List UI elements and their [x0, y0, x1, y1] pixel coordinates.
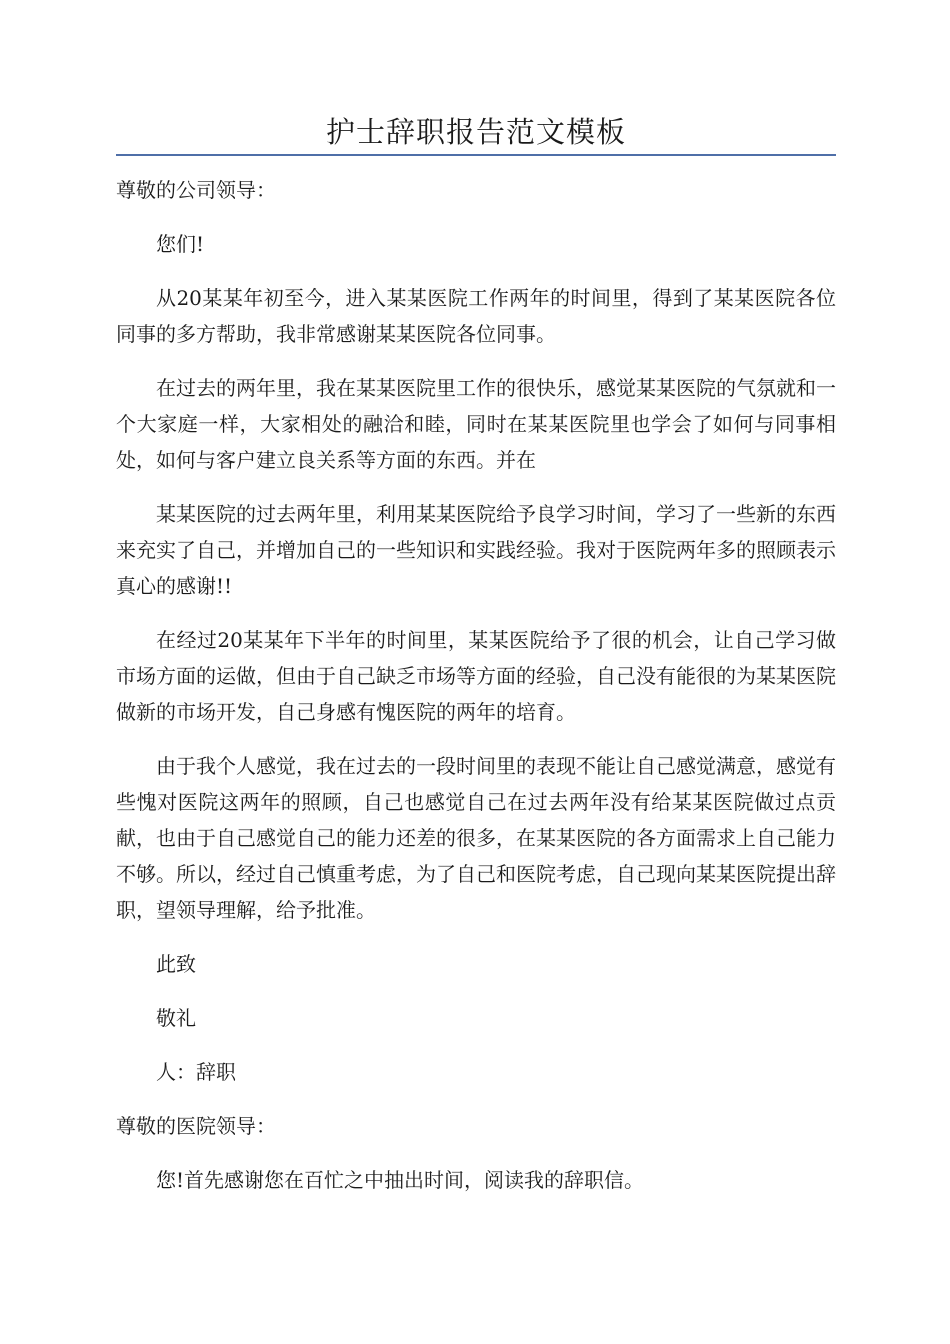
paragraph-greeting: 您们! [156, 232, 205, 256]
closing-cizhi: 此致 [156, 952, 196, 976]
signature-line: 人：辞职 [156, 1060, 236, 1084]
paragraph-thanks: 您!首先感谢您在百忙之中抽出时间，阅读我的辞职信。 [156, 1168, 645, 1192]
document-page [116, 112, 836, 1216]
title-underline [116, 154, 836, 156]
paragraph-past-two-years: 在过去的两年里，我在某某医院里工作的很快乐，感觉某某医院的气氛就和一个大家庭一样，大家相处的融洽和睦，同时在某某医院里也学会了如何与同事相处，如何与客户建立良关系等方面的东西。并在 [116, 376, 836, 472]
paragraph-intro: 从20某某年初至今，进入某某医院工作两年的时间里，得到了某某医院各位同事的多方帮助，我非常感谢某某医院各位同事。 [116, 286, 836, 346]
paragraph-resignation-reason: 由于我个人感觉，我在过去的一段时间里的表现不能让自己感觉满意，感觉有些愧对医院这两年的照顾，自己也感觉自己在过去两年没有给某某医院做过点贡献，也由于自己感觉自己的能力还差的很多，在某某医院的各方面需求上自己能力不够。所以，经过自己慎重考虑，为了自己和医院考虑，自己现向某某医院提出辞职，望领导理解，给予批准。 [116, 754, 836, 922]
paragraph-market-work: 在经过20某某年下半年的时间里，某某医院给予了很的机会，让自己学习做市场方面的运做，但由于自己缺乏市场等方面的经验，自己没有能很的为某某医院做新的市场开发，自己身感有愧医院的两年的培育。 [116, 628, 836, 724]
salutation-company: 尊敬的公司领导： [116, 178, 276, 202]
paragraph-learning: 某某医院的过去两年里，利用某某医院给予良学习时间，学习了一些新的东西来充实了自己，并增加自己的一些知识和实践经验。我对于医院两年多的照顾表示真心的感谢!! [116, 502, 836, 598]
closing-jingli: 敬礼 [156, 1006, 196, 1030]
salutation-hospital: 尊敬的医院领导： [116, 1114, 276, 1138]
document-title: 护士辞职报告范文模板 [325, 115, 626, 149]
